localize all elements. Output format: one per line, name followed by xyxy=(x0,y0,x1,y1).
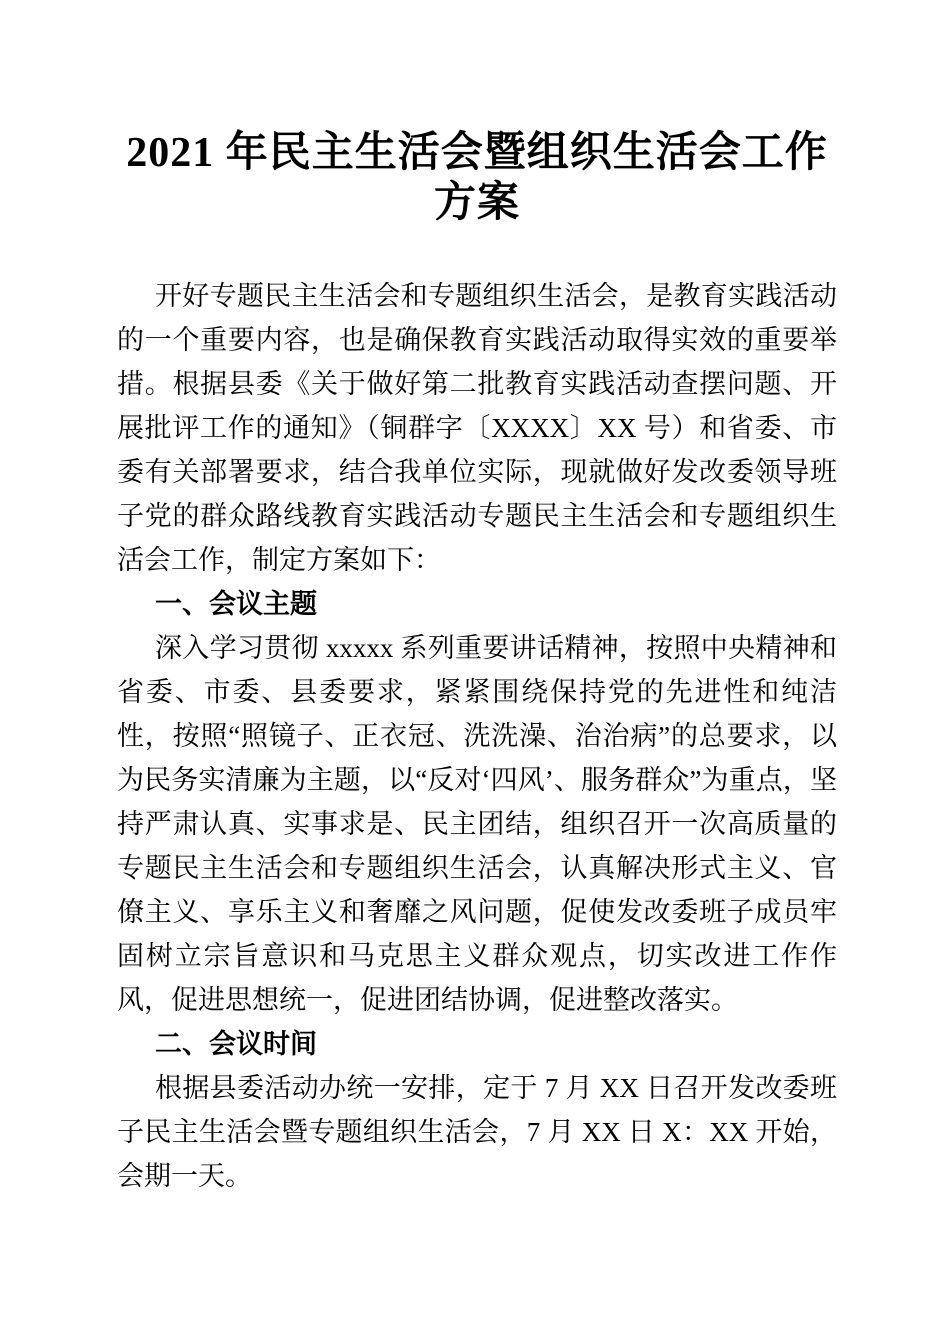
paragraph-intro: 开好专题民主生活会和专题组织生活会，是教育实践活动的一个重要内容，也是确保教育实践活动取得实效的重要举措。根据县委《关于做好第二批教育实践活动查摆问题、开展批评工作的通知》（铜群字〔XXXX〕XX 号）和省委、市委有关部署要求，结合我单位实际，现就做好发改委领导班子党的群众路线教育实践活动专题民主生活会和专题组织生活会工作，制定方案如下： xyxy=(117,281,837,575)
document-body xyxy=(117,274,837,1198)
paragraph-meeting-theme: 深入学习贯彻 xxxxx 系列重要讲话精神，按照中央精神和省委、市委、县委要求，紧紧围绕保持党的先进性和纯洁性，按照“照镜子、正衣冠、洗洗澡、治治病”的总要求，以为民务实清廉为主题，以“反对‘四风’、服务群众”为重点，坚持严肃认真、实事求是、民主团结，组织召开一次高质量的专题民主生活会和专题组织生活会，认真解决形式主义、官僚主义、享乐主义和奢靡之风问题，促使发改委班子成员牢固树立宗旨意识和马克思主义群众观点，切实改进工作作风，促进思想统一，促进团结协调，促进整改落实。 xyxy=(117,633,837,1015)
paragraph-meeting-time: 根据县委活动办统一安排，定于 7 月 XX 日召开发改委班子民主生活会暨专题组织生活会，7 月 XX 日 X：XX 开始，会期一天。 xyxy=(117,1073,837,1191)
heading-meeting-theme: 一、会议主题 xyxy=(155,589,317,619)
heading-meeting-time: 二、会议时间 xyxy=(155,1029,317,1059)
document-title: 2021 年民主生活会暨组织生活会工作方案 xyxy=(126,130,828,226)
